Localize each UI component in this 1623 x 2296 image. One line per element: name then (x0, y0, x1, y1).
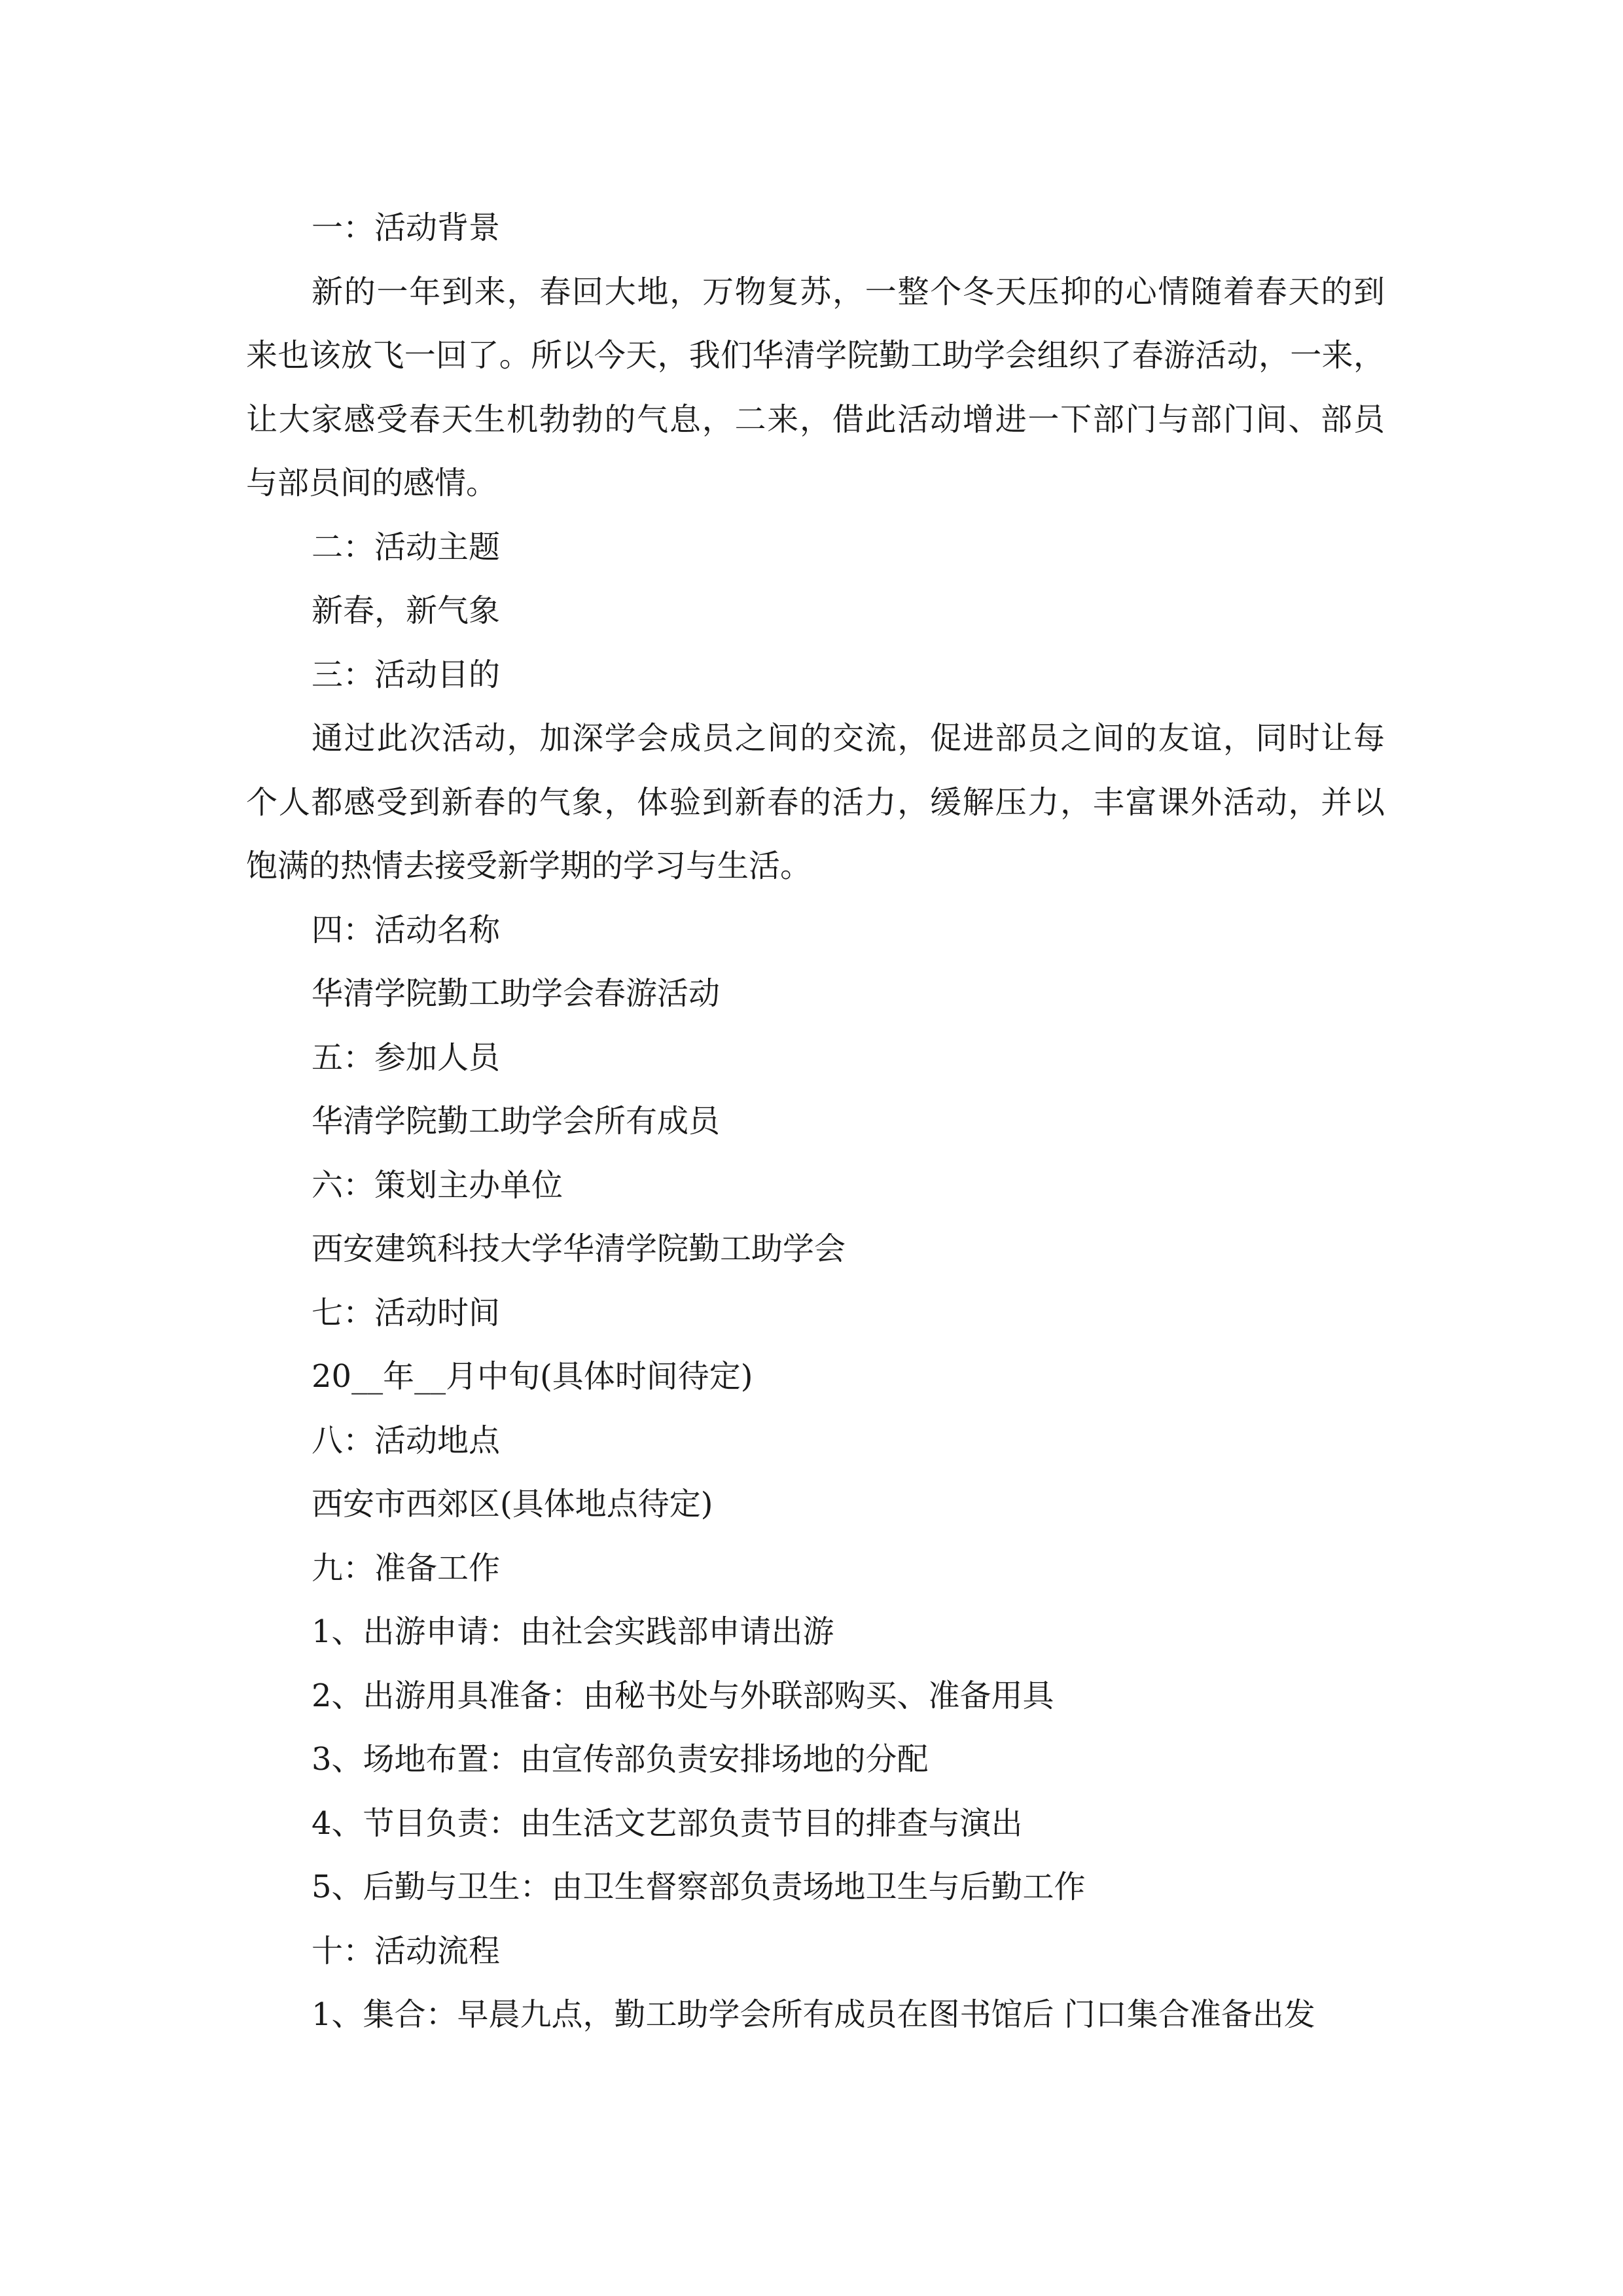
text-line: 20__年__月中旬(具体时间待定) (312, 1358, 753, 1395)
text-line: 六：策划主办单位 (312, 1166, 563, 1204)
text-line: 五：参加人员 (312, 1039, 501, 1076)
text-line: 让大家感受春天生机勃勃的气息，二来，借此活动增进一下部门与部门间、部员 (246, 401, 1385, 438)
text-line: 四：活动名称 (312, 911, 501, 948)
text-line: 西安市西郊区(具体地点待定) (312, 1486, 713, 1522)
text-line: 二：活动主题 (312, 528, 501, 565)
text-line: 华清学院勤工助学会所有成员 (312, 1103, 721, 1139)
text-line: 3、场地布置：由宣传部负责安排场地的分配 (312, 1741, 929, 1778)
text-line: 与部员间的感情。 (246, 465, 498, 501)
text-line: 十：活动流程 (312, 1932, 501, 1969)
text-line: 通过此次活动，加深学会成员之间的交流，促进部员之间的友谊，同时让每 (312, 720, 1385, 757)
text-line: 1、集合：早晨九点，勤工助学会所有成员在图书馆后 门口集合准备出发 (312, 1996, 1315, 2033)
text-line: 1、出游申请：由社会实践部申请出游 (312, 1613, 834, 1650)
document-body (246, 196, 1385, 2047)
text-line: 西安建筑科技大学华清学院勤工助学会 (312, 1230, 846, 1267)
text-line: 三：活动目的 (312, 656, 501, 693)
text-line: 八：活动地点 (312, 1422, 501, 1459)
text-line: 4、节目负责：由生活文艺部负责节目的排查与演出 (312, 1804, 1023, 1842)
text-line: 七：活动时间 (312, 1294, 501, 1331)
text-line: 新的一年到来，春回大地，万物复苏，一整个冬天压抑的心情随着春天的到 (312, 273, 1385, 310)
text-line: 新春，新气象 (312, 592, 501, 629)
text-line: 一：活动背景 (312, 209, 501, 246)
text-line: 5、后勤与卫生：由卫生督察部负责场地卫生与后勤工作 (312, 1869, 1086, 1905)
text-line: 饱满的热情去接受新学期的学习与生活。 (246, 848, 812, 884)
text-line: 个人都感受到新春的气象，体验到新春的活力，缓解压力，丰富课外活动，并以 (246, 783, 1385, 821)
text-line: 九：准备工作 (312, 1549, 501, 1587)
text-line: 来也该放飞一回了。所以今天，我们华清学院勤工助学会组织了春游活动，一来， (246, 337, 1385, 374)
text-line: 2、出游用具准备：由秘书处与外联部购买、准备用具 (312, 1677, 1054, 1714)
text-line: 华清学院勤工助学会春游活动 (312, 975, 721, 1012)
